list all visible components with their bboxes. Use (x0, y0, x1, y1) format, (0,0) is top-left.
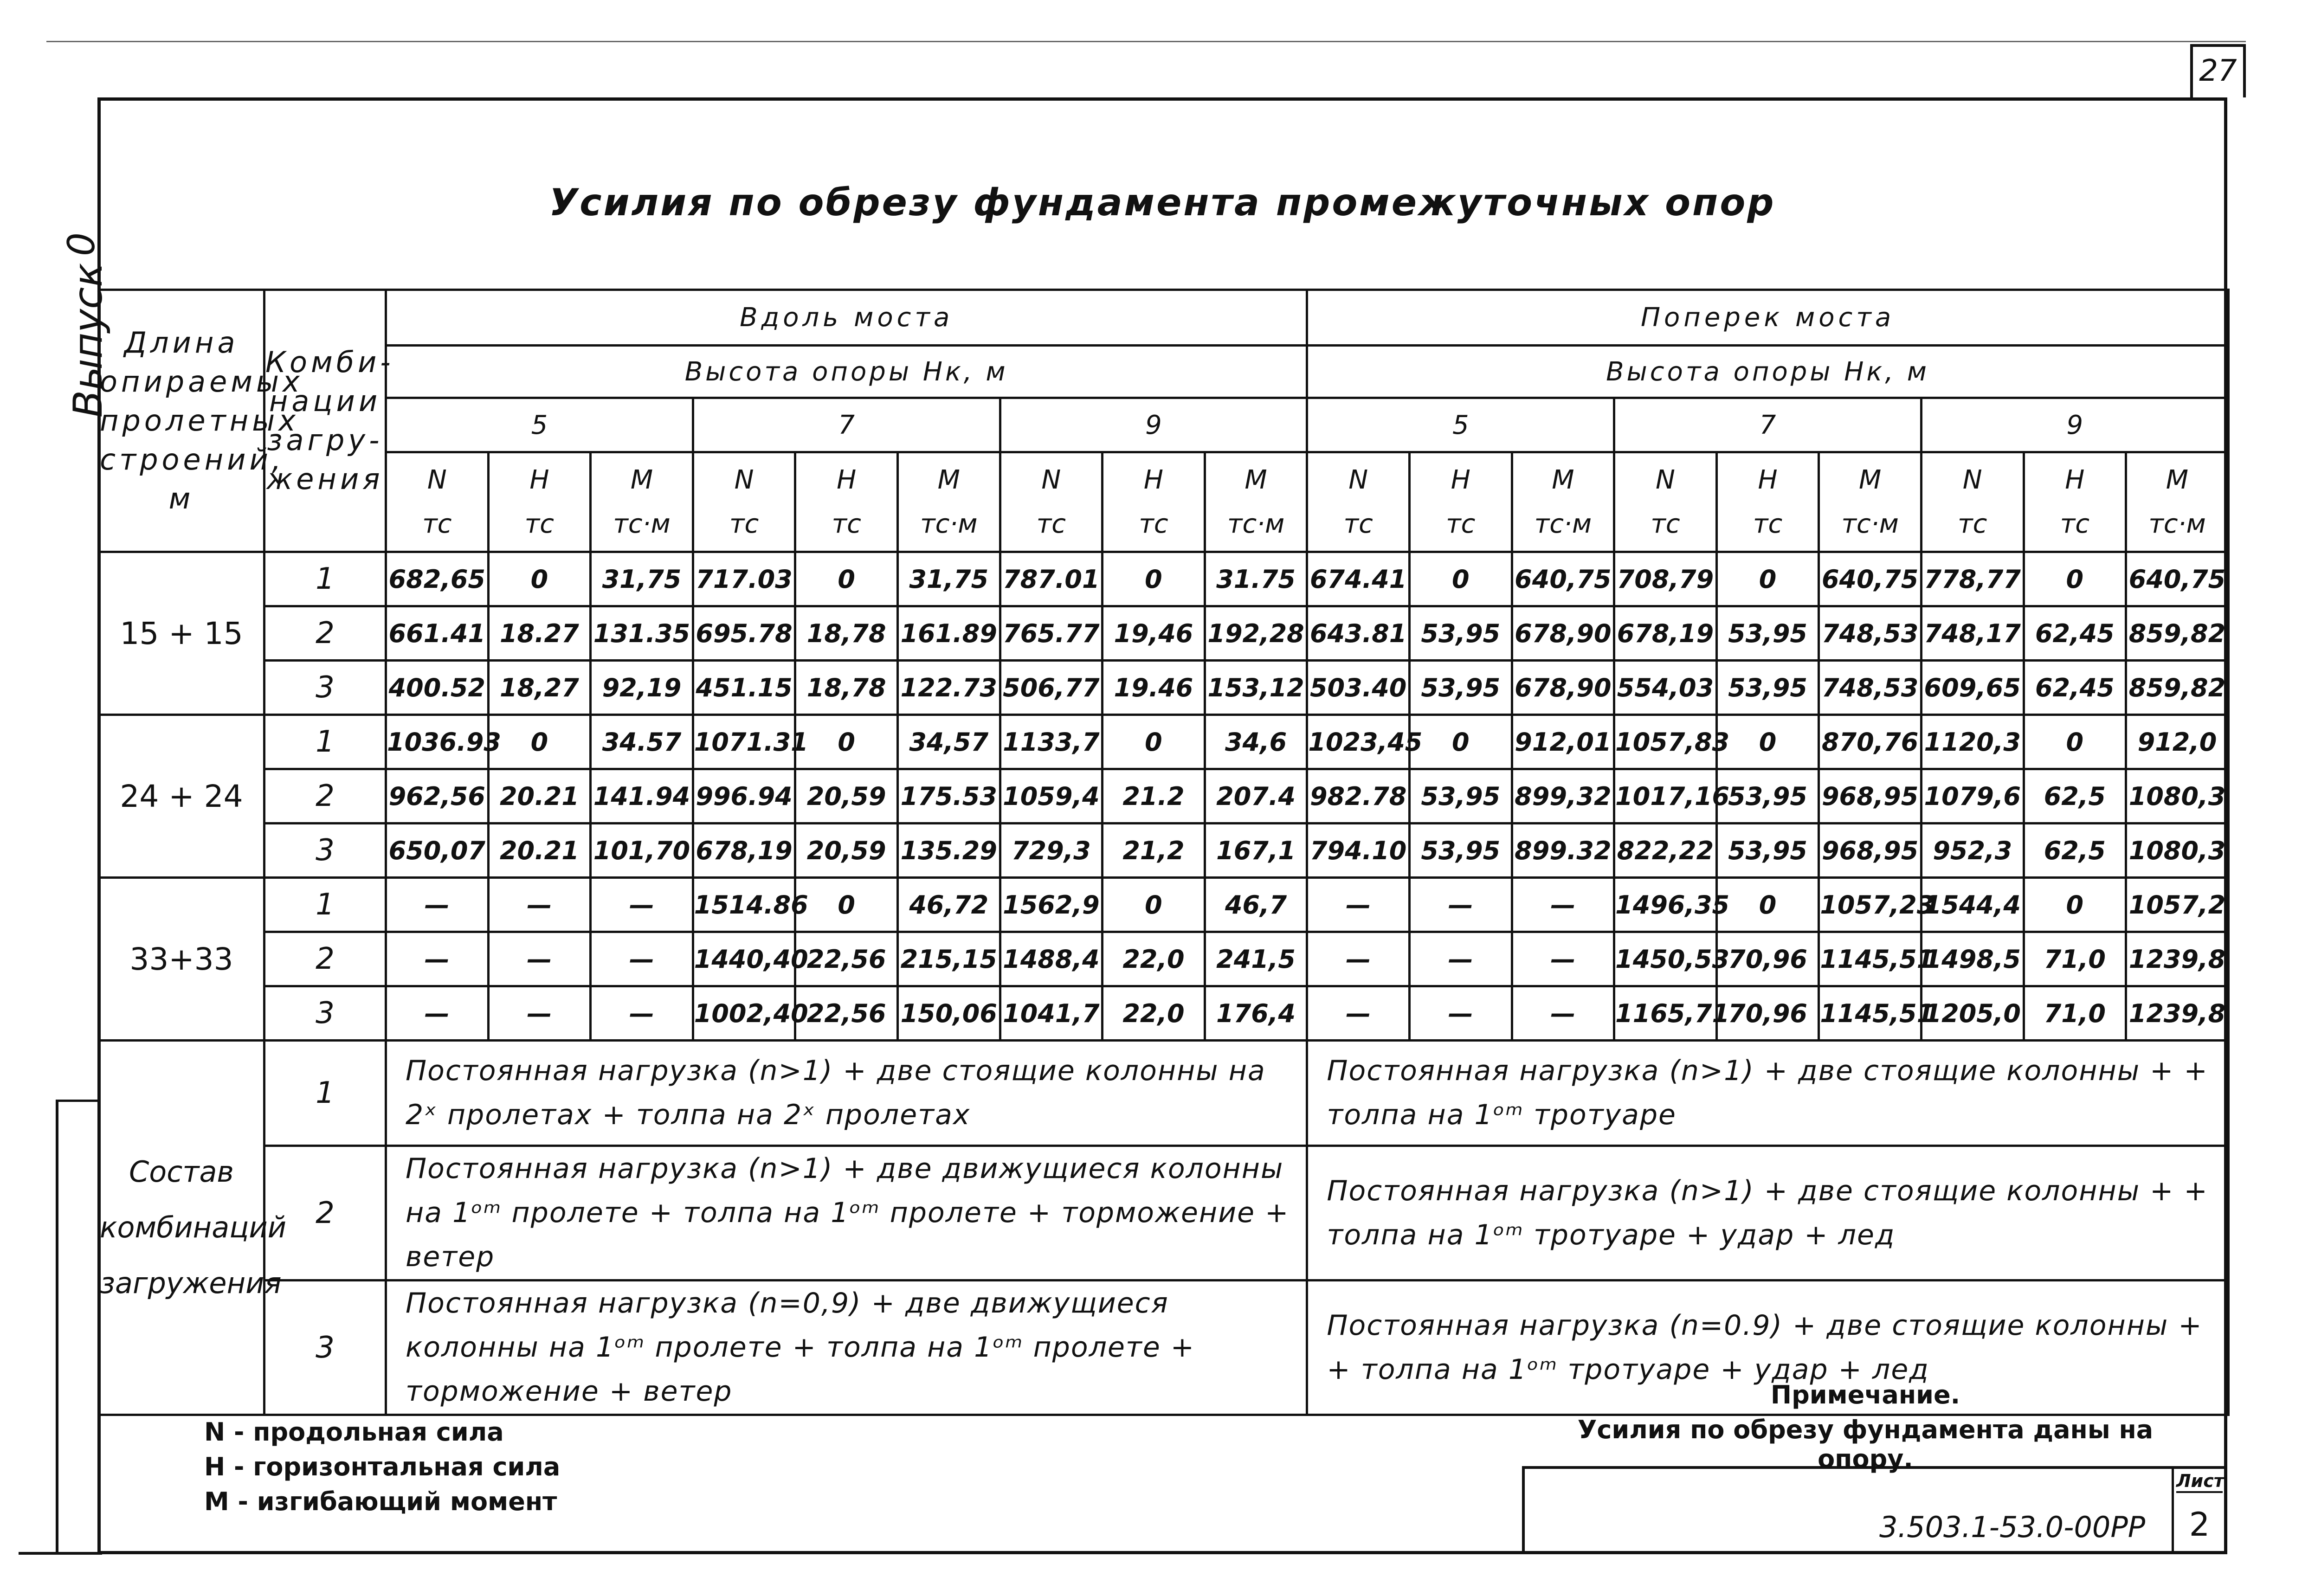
value-cell: 135.29 (897, 824, 1000, 878)
value-cell: 748,17 (1921, 606, 2024, 661)
value-cell: 0 (2024, 878, 2126, 932)
value-cell: 748,53 (1819, 606, 1922, 661)
value-cell: 640,75 (1819, 552, 1922, 606)
value-cell: 161.89 (897, 606, 1000, 661)
value-cell: — (386, 986, 489, 1041)
value-cell: 640,75 (2126, 552, 2229, 606)
document-code: 3.503.1-53.0-00РР (1879, 1510, 2146, 1544)
composition-row (99, 1041, 2229, 1146)
value-cell: 53,95 (1409, 661, 1512, 715)
value-cell: — (1409, 932, 1512, 986)
value-cell: 678,90 (1512, 661, 1614, 715)
side-label-text: Выпуск (65, 263, 111, 418)
quantity-unit: тс (729, 509, 759, 539)
page-number: 27 (2190, 44, 2246, 97)
header-pier-height-along: Высота опоры Нк, м (386, 346, 1307, 398)
value-cell: 952,3 (1921, 824, 2024, 878)
page-title: Усилия по обрезу фундамента промежуточных опор (549, 181, 1776, 224)
quantity-name: Н (529, 465, 549, 495)
value-cell: 20,59 (795, 824, 898, 878)
span-length-cell: 24 + 24 (99, 715, 264, 878)
value-cell: 122.73 (897, 661, 1000, 715)
value-cell: 70,96 (1716, 986, 1819, 1041)
value-cell: 34,6 (1205, 715, 1307, 769)
quantity-name: М (1552, 465, 1574, 495)
value-cell: 0 (795, 715, 898, 769)
value-cell: 1017,16 (1614, 769, 1717, 824)
quantity-name: N (1656, 465, 1675, 495)
value-cell: 787.01 (1000, 552, 1103, 606)
quantity-name: Н (2065, 465, 2085, 495)
value-cell: 22,0 (1103, 986, 1205, 1041)
value-cell: 678,90 (1512, 606, 1614, 661)
composition-along: Постоянная нагрузка (n>1) + две движущиеся колонны на 1ᵒᵐ пролете + толпа на 1ᵒᵐ пролете + торможение + ветер (386, 1146, 1307, 1281)
composition-across: Постоянная нагрузка (n>1) + две стоящие колонны + + толпа на 1ᵒᵐ тротуаре (1307, 1041, 2228, 1146)
value-cell: 71,0 (2024, 986, 2126, 1041)
value-cell: 682,65 (386, 552, 489, 606)
value-cell: 674.41 (1307, 552, 1410, 606)
header-height: 7 (693, 398, 1000, 452)
span-length-cell: 33+33 (99, 878, 264, 1041)
value-cell: 153,12 (1205, 661, 1307, 715)
value-cell: 1080,3 (2126, 824, 2229, 878)
composition-number: 2 (264, 1146, 386, 1281)
value-cell: 31,75 (591, 552, 693, 606)
header-height: 5 (386, 398, 693, 452)
combination-cell: 2 (264, 769, 386, 824)
quantity-unit: тс (1958, 509, 1987, 539)
header-row-direction (99, 290, 2229, 346)
value-cell: 982.78 (1307, 769, 1410, 824)
value-cell: 18.27 (488, 606, 591, 661)
value-cell: 53,95 (1716, 661, 1819, 715)
header-quantity (1103, 452, 1205, 552)
note-text: Усилия по обрезу фундамента даны на опору. (1577, 1415, 2154, 1474)
value-cell: 968,95 (1819, 769, 1922, 824)
value-cell: 241,5 (1205, 932, 1307, 986)
value-cell: 996.94 (693, 769, 795, 824)
header-quantity (2126, 452, 2229, 552)
value-cell: 0 (795, 552, 898, 606)
value-cell: 1057,2 (2126, 878, 2229, 932)
value-cell: 53,95 (1409, 769, 1512, 824)
header-quantity (1205, 452, 1307, 552)
value-cell: 778,77 (1921, 552, 2024, 606)
header-combination: Комби- нации загру- жения (264, 290, 386, 552)
quantity-name: N (1041, 465, 1061, 495)
header-quantity (795, 452, 898, 552)
value-cell: 899,32 (1512, 769, 1614, 824)
quantity-name: М (1858, 465, 1882, 495)
header-quantity (1614, 452, 1717, 552)
value-cell: — (488, 986, 591, 1041)
quantity-unit: тс (1036, 509, 1066, 539)
composition-along: Постоянная нагрузка (n=0,9) + две движущиеся колонны на 1ᵒᵐ пролете + толпа на 1ᵒᵐ пролете + торможение + ветер (386, 1281, 1307, 1415)
value-cell: 609,65 (1921, 661, 2024, 715)
table-row (99, 769, 2229, 824)
composition-label: Состав комбинаций загружения (99, 1041, 264, 1415)
value-cell: 62,5 (2024, 769, 2126, 824)
value-cell: 870,76 (1819, 715, 1922, 769)
quantity-unit: тс (422, 509, 452, 539)
value-cell: 62,45 (2024, 606, 2126, 661)
value-cell: 0 (2024, 715, 2126, 769)
quantity-name: М (630, 465, 653, 495)
quantity-unit: тс (1139, 509, 1168, 539)
value-cell: 0 (1103, 878, 1205, 932)
value-cell: 31,75 (897, 552, 1000, 606)
combination-cell: 3 (264, 986, 386, 1041)
value-cell: 1133,7 (1000, 715, 1103, 769)
composition-number: 1 (264, 1041, 386, 1146)
sheet-number: 2 (2189, 1506, 2210, 1544)
header-quantity (1819, 452, 1922, 552)
quantity-unit: тс (1753, 509, 1783, 539)
value-cell: 1041,7 (1000, 986, 1103, 1041)
quantity-unit: тс·м (1227, 509, 1285, 539)
value-cell: 22,56 (795, 986, 898, 1041)
header-quantity (1716, 452, 1819, 552)
header-quantity (591, 452, 693, 552)
sheet-label: Лист (2176, 1471, 2223, 1493)
value-cell: 962,56 (386, 769, 489, 824)
value-cell: 640,75 (1512, 552, 1614, 606)
legend-n: N - продольная сила (204, 1417, 504, 1447)
value-cell: 46,72 (897, 878, 1000, 932)
value-cell: 167,1 (1205, 824, 1307, 878)
quantity-name: N (1348, 465, 1368, 495)
value-cell: 1496,35 (1614, 878, 1717, 932)
value-cell: — (1512, 932, 1614, 986)
value-cell: 400.52 (386, 661, 489, 715)
value-cell: 650,07 (386, 824, 489, 878)
table-row (99, 606, 2229, 661)
value-cell: 1002,40 (693, 986, 795, 1041)
combination-cell: 1 (264, 878, 386, 932)
header-pier-height-across: Высота опоры Нк, м (1307, 346, 2228, 398)
top-rule (46, 41, 2246, 42)
value-cell: 22,0 (1103, 932, 1205, 986)
quantity-unit: тс·м (920, 509, 978, 539)
value-cell: 678,19 (1614, 606, 1717, 661)
quantity-name: М (1244, 465, 1267, 495)
value-cell: 20,59 (795, 769, 898, 824)
note-title: Примечание. (1770, 1380, 1960, 1409)
quantity-unit: тс·м (2148, 509, 2206, 539)
value-cell: 1120,3 (1921, 715, 2024, 769)
value-cell: 92,19 (591, 661, 693, 715)
value-cell: 1488,4 (1000, 932, 1103, 986)
binding-margin (56, 1100, 97, 1554)
value-cell: 1079,6 (1921, 769, 2024, 824)
quantity-name: N (1962, 465, 1982, 495)
combination-cell: 1 (264, 715, 386, 769)
span-length-cell: 15 + 15 (99, 552, 264, 715)
value-cell: — (488, 932, 591, 986)
value-cell: 0 (1716, 715, 1819, 769)
value-cell: — (591, 986, 693, 1041)
value-cell: 506,77 (1000, 661, 1103, 715)
table-row (99, 824, 2229, 878)
value-cell: 31.75 (1205, 552, 1307, 606)
value-cell: 19.46 (1103, 661, 1205, 715)
header-along: Вдоль моста (386, 290, 1307, 346)
header-quantity (1409, 452, 1512, 552)
value-cell: — (488, 878, 591, 932)
value-cell: 53,95 (1716, 824, 1819, 878)
quantity-unit: тс (2060, 509, 2090, 539)
value-cell: 708,79 (1614, 552, 1717, 606)
value-cell: 859,82 (2126, 606, 2229, 661)
value-cell: 53,95 (1409, 606, 1512, 661)
value-cell: — (1307, 986, 1410, 1041)
value-cell: 678,19 (693, 824, 795, 878)
value-cell: 34.57 (591, 715, 693, 769)
value-cell: 18,78 (795, 606, 898, 661)
value-cell: 451.15 (693, 661, 795, 715)
table-row (99, 661, 2229, 715)
value-cell: 554,03 (1614, 661, 1717, 715)
header-height: 9 (1921, 398, 2228, 452)
combination-cell: 3 (264, 824, 386, 878)
value-cell: 1145,51 (1819, 986, 1922, 1041)
value-cell: 794.10 (1307, 824, 1410, 878)
header-row-heights (99, 398, 2229, 452)
value-cell: 18,78 (795, 661, 898, 715)
quantity-name: Н (837, 465, 857, 495)
value-cell: 503.40 (1307, 661, 1410, 715)
value-cell: 70,96 (1716, 932, 1819, 986)
value-cell: 150,06 (897, 986, 1000, 1041)
forces-table (97, 289, 2230, 1416)
value-cell: 1514.86 (693, 878, 795, 932)
value-cell: — (1512, 878, 1614, 932)
value-cell: 18,27 (488, 661, 591, 715)
value-cell: 1057,23 (1819, 878, 1922, 932)
quantity-unit: тс (1446, 509, 1476, 539)
value-cell: 1239,8 (2126, 986, 2229, 1041)
value-cell: 175.53 (897, 769, 1000, 824)
value-cell: 695.78 (693, 606, 795, 661)
header-span-length: Длина опираемых пролетных строений, м (99, 290, 264, 552)
table-row (99, 986, 2229, 1041)
value-cell: 207.4 (1205, 769, 1307, 824)
header-quantity (1512, 452, 1614, 552)
value-cell: 21,2 (1103, 824, 1205, 878)
value-cell: 141.94 (591, 769, 693, 824)
value-cell: 0 (1103, 715, 1205, 769)
value-cell: 1080,3 (2126, 769, 2229, 824)
value-cell: 643.81 (1307, 606, 1410, 661)
combination-cell: 2 (264, 606, 386, 661)
side-label-issue: 0 (59, 232, 103, 256)
table-row (99, 715, 2229, 769)
composition-across: Постоянная нагрузка (n>1) + две стоящие колонны + + толпа на 1ᵒᵐ тротуаре + удар + лед (1307, 1146, 2228, 1281)
quantity-unit: тс·м (1841, 509, 1899, 539)
table-row (99, 932, 2229, 986)
value-cell: 1450,53 (1614, 932, 1717, 986)
header-height: 5 (1307, 398, 1614, 452)
quantity-name: N (427, 465, 447, 495)
value-cell: 748,53 (1819, 661, 1922, 715)
value-cell: 0 (488, 715, 591, 769)
quantity-unit: тс·м (1534, 509, 1592, 539)
value-cell: 71,0 (2024, 932, 2126, 986)
value-cell: — (1409, 986, 1512, 1041)
value-cell: 1440,40 (693, 932, 795, 986)
value-cell: 0 (1409, 552, 1512, 606)
value-cell: 1562,9 (1000, 878, 1103, 932)
value-cell: 192,28 (1205, 606, 1307, 661)
value-cell: 765.77 (1000, 606, 1103, 661)
value-cell: 21.2 (1103, 769, 1205, 824)
header-quantity (386, 452, 489, 552)
composition-across: Постоянная нагрузка (n=0.9) + две стоящие колонны + + толпа на 1ᵒᵐ тротуаре + удар + лед (1307, 1281, 2228, 1415)
composition-number: 3 (264, 1281, 386, 1415)
header-across: Поперек моста (1307, 290, 2228, 346)
header-quantity (1307, 452, 1410, 552)
value-cell: 729,3 (1000, 824, 1103, 878)
value-cell: — (386, 932, 489, 986)
value-cell: 0 (1103, 552, 1205, 606)
value-cell: 0 (488, 552, 591, 606)
legend-h: Н - горизонтальная сила (204, 1452, 561, 1481)
header-quantity (2024, 452, 2126, 552)
value-cell: 822,22 (1614, 824, 1717, 878)
value-cell: 1059,4 (1000, 769, 1103, 824)
table-row (99, 552, 2229, 606)
binding-margin-base (19, 1552, 102, 1555)
value-cell: 20.21 (488, 824, 591, 878)
value-cell: 1071.31 (693, 715, 795, 769)
value-cell: 1023,45 (1307, 715, 1410, 769)
value-cell: — (591, 878, 693, 932)
value-cell: 62,45 (2024, 661, 2126, 715)
value-cell: 661.41 (386, 606, 489, 661)
value-cell: 912,0 (2126, 715, 2229, 769)
value-cell: 1145,51 (1819, 932, 1922, 986)
value-cell: 0 (1716, 878, 1819, 932)
quantity-name: Н (1143, 465, 1163, 495)
value-cell: — (1307, 878, 1410, 932)
quantity-name: М (937, 465, 960, 495)
quantity-name: N (734, 465, 754, 495)
quantity-unit: тс (832, 509, 861, 539)
legend-m: М - изгибающий момент (204, 1487, 557, 1516)
value-cell: 53,95 (1716, 606, 1819, 661)
combination-cell: 2 (264, 932, 386, 986)
value-cell: — (1307, 932, 1410, 986)
composition-along: Постоянная нагрузка (n>1) + две стоящие колонны на 2ˣ пролетах + толпа на 2ˣ пролетах (386, 1041, 1307, 1146)
header-quantity (693, 452, 795, 552)
value-cell: 176,4 (1205, 986, 1307, 1041)
value-cell: 46,7 (1205, 878, 1307, 932)
header-row-pier-height (99, 346, 2229, 398)
header-quantity (1921, 452, 2024, 552)
value-cell: 34,57 (897, 715, 1000, 769)
combination-cell: 1 (264, 552, 386, 606)
table-row (99, 878, 2229, 932)
value-cell: 912,01 (1512, 715, 1614, 769)
value-cell: 899.32 (1512, 824, 1614, 878)
combination-cell: 3 (264, 661, 386, 715)
value-cell: 19,46 (1103, 606, 1205, 661)
value-cell: 215,15 (897, 932, 1000, 986)
value-cell: 1205,0 (1921, 986, 2024, 1041)
value-cell: 717.03 (693, 552, 795, 606)
value-cell: — (591, 932, 693, 986)
composition-row (99, 1146, 2229, 1281)
value-cell: 0 (1716, 552, 1819, 606)
header-height: 7 (1614, 398, 1922, 452)
value-cell: 101,70 (591, 824, 693, 878)
value-cell: 1544,4 (1921, 878, 2024, 932)
value-cell: 0 (1409, 715, 1512, 769)
header-quantity (897, 452, 1000, 552)
value-cell: 1165,71 (1614, 986, 1717, 1041)
value-cell: 1239,8 (2126, 932, 2229, 986)
value-cell: 968,95 (1819, 824, 1922, 878)
value-cell: 0 (2024, 552, 2126, 606)
quantity-name: М (2166, 465, 2189, 495)
value-cell: 859,82 (2126, 661, 2229, 715)
quantity-unit: тс (1651, 509, 1680, 539)
value-cell: 1498,5 (1921, 932, 2024, 986)
header-quantity (1000, 452, 1103, 552)
quantity-name: Н (1758, 465, 1778, 495)
value-cell: 131.35 (591, 606, 693, 661)
value-cell: — (1512, 986, 1614, 1041)
quantity-name: Н (1451, 465, 1470, 495)
quantity-unit: тс·м (613, 509, 671, 539)
value-cell: 1057,83 (1614, 715, 1717, 769)
value-cell: — (386, 878, 489, 932)
value-cell: — (1409, 878, 1512, 932)
header-row-quantities (99, 452, 2229, 552)
value-cell: 62,5 (2024, 824, 2126, 878)
value-cell: 53,95 (1409, 824, 1512, 878)
value-cell: 20.21 (488, 769, 591, 824)
value-cell: 1036.93 (386, 715, 489, 769)
quantity-unit: тс (524, 509, 555, 539)
header-quantity (488, 452, 591, 552)
value-cell: 22,56 (795, 932, 898, 986)
value-cell: 0 (795, 878, 898, 932)
value-cell: 53,95 (1716, 769, 1819, 824)
quantity-unit: тс (1343, 509, 1373, 539)
header-height: 9 (1000, 398, 1307, 452)
